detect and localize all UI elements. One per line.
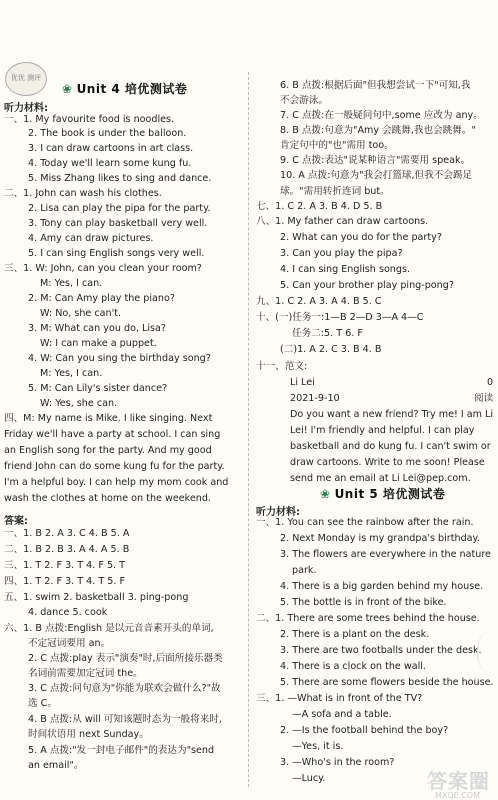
right-text-line: 5. The bottle is in front of the bike. bbox=[280, 597, 447, 608]
right-text-line: 2. Next Monday is my grandpa's birthday. bbox=[280, 533, 480, 544]
right-text-line: 2021-9-10 bbox=[290, 393, 340, 404]
right-text-line: 4. I can sing English songs. bbox=[280, 264, 411, 275]
left-text-line: 3. C 点拨:问句意为"你能为联欢会做什么?"故 bbox=[28, 683, 221, 694]
right-text-line: 4. There is a clock on the wall. bbox=[280, 661, 426, 672]
right-column bbox=[252, 0, 498, 800]
left-text-line: an email"。 bbox=[28, 760, 84, 771]
left-text-line: 5. A 点拨:"发一封电子邮件"的表达为"send bbox=[28, 745, 215, 756]
left-text-line: 一、1. My favourite food is noodles. bbox=[4, 114, 175, 125]
left-text-line: 3. I can draw cartoons in art class. bbox=[28, 143, 194, 154]
left-text-line: 名词前需要加定冠词 the。 bbox=[28, 668, 143, 679]
left-text-line: 时间状语用 next Sunday。 bbox=[28, 729, 149, 740]
right-text-line: 3. —Who's in the room? bbox=[280, 757, 395, 768]
right-text-line: (二)1. A 2. C 3. B 4. B bbox=[280, 344, 382, 355]
left-text-line: 2. The book is under the balloon. bbox=[28, 128, 187, 139]
left-text-line: 2. M: Can Amy play the piano? bbox=[28, 293, 175, 304]
right-text-line: 0 bbox=[487, 377, 494, 388]
right-text-line: 任务二:5. T 6. F bbox=[292, 328, 363, 339]
left-text-line: 三、1. T 2. F 3. T 4. F 5. T bbox=[4, 560, 126, 571]
right-text-line: —Lucy. bbox=[292, 773, 326, 784]
left-text-line: 二、1. B 2. B 3. A 4. A 5. B bbox=[4, 544, 130, 555]
right-text-line: 三、1. —What is in front of the TV? bbox=[256, 693, 423, 704]
paw-icon: ❀ bbox=[320, 487, 331, 501]
right-text-line: 3. There are two footballs under the desk. bbox=[280, 645, 482, 656]
right-text-line: 7. C 点拨:在一般疑问句中,some 应改为 any。 bbox=[280, 110, 483, 121]
left-text-line: 四、M: My name is Mike. I like singing. Next bbox=[4, 413, 213, 424]
left-text-line: 2. Lisa can play the pipa for the party. bbox=[28, 203, 211, 214]
right-text-line: 8. B 点拨:句意为"Amy 会跳舞,我也会跳舞。" bbox=[280, 125, 476, 136]
right-text-line: 9. C 点拨:表达"说某种语言"需要用 speak。 bbox=[280, 155, 471, 166]
left-text-line: 一、1. B 2. A 3. C 4. B 5. A bbox=[4, 528, 130, 539]
left-text-line: 3. Tony can play basketball very well. bbox=[28, 218, 208, 229]
right-text-line: 九、1. C 2. A 3. A 4. B 5. C bbox=[256, 296, 382, 307]
left-text-line: wash the clothes at home on the weekend. bbox=[4, 493, 211, 504]
right-text-line: 球。"需用转折连词 but。 bbox=[280, 186, 390, 197]
right-text-line: Do you want a new friend? Try me! I am Li bbox=[290, 409, 494, 420]
right-text-line: 十、(一)任务一:1—B 2—D 3—A 4—C bbox=[256, 312, 424, 323]
left-text-line: 4. Today we'll learn some kung fu. bbox=[28, 158, 192, 169]
paw-icon: ❀ bbox=[62, 82, 73, 96]
right-text-line: 二、1. There are some trees behind the house. bbox=[256, 613, 480, 624]
evaluation-stamp: 优优 测评 bbox=[5, 62, 47, 96]
right-text-line: send me an email at Li Lei@pep.com. bbox=[290, 473, 471, 484]
right-text-line: 5. There are some flowers beside the house. bbox=[280, 677, 494, 688]
unit5-title: ❀ Unit 5 培优测试卷 bbox=[320, 487, 446, 501]
listening-label: 听力材料: bbox=[4, 103, 48, 114]
left-text-line: 5. M: Can Lily's sister dance? bbox=[28, 383, 168, 394]
left-text-line: M: Yes, I can. bbox=[40, 278, 103, 289]
left-text-line: 3. M: What can you do, Lisa? bbox=[28, 323, 167, 334]
right-text-line: Lei! I'm friendly and helpful. I can play bbox=[290, 425, 475, 436]
right-text-line: 一、1. You can see the rainbow after the rain. bbox=[256, 517, 474, 528]
left-text-line: 六、1. B 点拨:English 是以元音音素开头的单词, bbox=[4, 623, 214, 634]
right-text-line: 2. There is a plant on the desk. bbox=[280, 629, 430, 640]
unit4-title: ❀ Unit 4 培优测试卷 bbox=[62, 82, 188, 96]
right-text-line: 八、1. My father can draw cartoons. bbox=[256, 216, 429, 227]
right-text-line: 10. A 点拨:句意为"我会打篮球,但我不会踢足 bbox=[280, 170, 473, 181]
right-text-line: 3. The flowers are everywhere in the nature bbox=[280, 549, 491, 560]
column-divider bbox=[248, 72, 249, 787]
left-text-line: 4. B 点拨:从 will 可知该题时态为一般将来时, bbox=[28, 714, 222, 725]
right-text-line: Li Lei bbox=[290, 377, 315, 388]
left-text-line: Friday we'll have a party at school. I can sing bbox=[4, 429, 221, 440]
right-text-line: 阅读 bbox=[474, 393, 494, 404]
right-text-line: 2. What can you do for the party? bbox=[280, 232, 442, 243]
left-text-line: 选 C。 bbox=[28, 698, 57, 709]
left-text-line: 不定冠词要用 an。 bbox=[28, 638, 111, 649]
right-text-line: 6. B 点拨:根据后面"但我想尝试一下"可知,我 bbox=[280, 80, 471, 91]
left-text-line: 5. Miss Zhang likes to sing and dance. bbox=[28, 173, 212, 184]
right-text-line: 十一、范文: bbox=[256, 361, 308, 372]
left-text-line: M: Yes, I can. bbox=[40, 368, 103, 379]
right-text-line: —A sofa and a table. bbox=[292, 709, 392, 720]
decorative-sketch bbox=[477, 632, 498, 672]
left-text-line: W: I can make a puppet. bbox=[40, 338, 157, 349]
left-column bbox=[0, 0, 246, 800]
left-text-line: 2. C 点拨:play 表示"演奏"时,后面所接乐器类 bbox=[28, 653, 223, 664]
left-text-line: 4. Amy can draw pictures. bbox=[28, 233, 154, 244]
right-text-line: 3. Can you play the pipa? bbox=[280, 248, 403, 259]
right-text-line: —Yes, it is. bbox=[292, 741, 344, 752]
left-text-line: an English song for the party. And my good bbox=[4, 445, 212, 456]
left-text-line: 四、1. T 2. F 3. T 4. T 5. F bbox=[4, 576, 126, 587]
left-text-line: W: Yes, she can. bbox=[40, 398, 118, 409]
left-text-line: 4. W: Can you sing the birthday song? bbox=[28, 353, 211, 364]
answers-label: 答案: bbox=[4, 516, 28, 527]
watermark-url: MXQE.COM bbox=[434, 791, 480, 800]
listening-label-unit5: 听力材料: bbox=[256, 507, 300, 518]
left-text-line: 五、1. swim 2. basketball 3. ping-pong bbox=[4, 592, 189, 603]
left-text-line: 5. I can sing English songs very well. bbox=[28, 248, 205, 259]
left-text-line: I'm a helpful boy. I can help my mom cook and bbox=[4, 477, 229, 488]
right-text-line: 七、1. C 2. A 3. B 4. D 5. B bbox=[256, 201, 383, 212]
right-text-line: park. bbox=[292, 565, 317, 576]
left-text-line: 三、1. W: John, can you clean your room? bbox=[4, 263, 202, 274]
right-text-line: basketball and do kung fu. I can't swim or bbox=[290, 441, 491, 452]
left-text-line: 二、1. John can wash his clothes. bbox=[4, 188, 162, 199]
right-text-line: 肯定句中的"也"需用 too。 bbox=[280, 140, 394, 151]
right-text-line: 5. Can your brother play ping-pong? bbox=[280, 280, 454, 291]
right-text-line: 2. —Is the football behind the boy? bbox=[280, 725, 449, 736]
left-text-line: 4. dance 5. cook bbox=[28, 607, 108, 618]
right-text-line: 4. There is a big garden behind my house. bbox=[280, 581, 484, 592]
watermark-logo: 答案圈 bbox=[427, 769, 490, 793]
left-text-line: friend John can do some kung fu for the party. bbox=[4, 461, 225, 472]
right-text-line: 不会游泳。 bbox=[280, 95, 328, 106]
left-text-line: W: No, she can't. bbox=[40, 308, 122, 319]
right-text-line: draw cartoons. Write to me soon! Please bbox=[290, 457, 485, 468]
